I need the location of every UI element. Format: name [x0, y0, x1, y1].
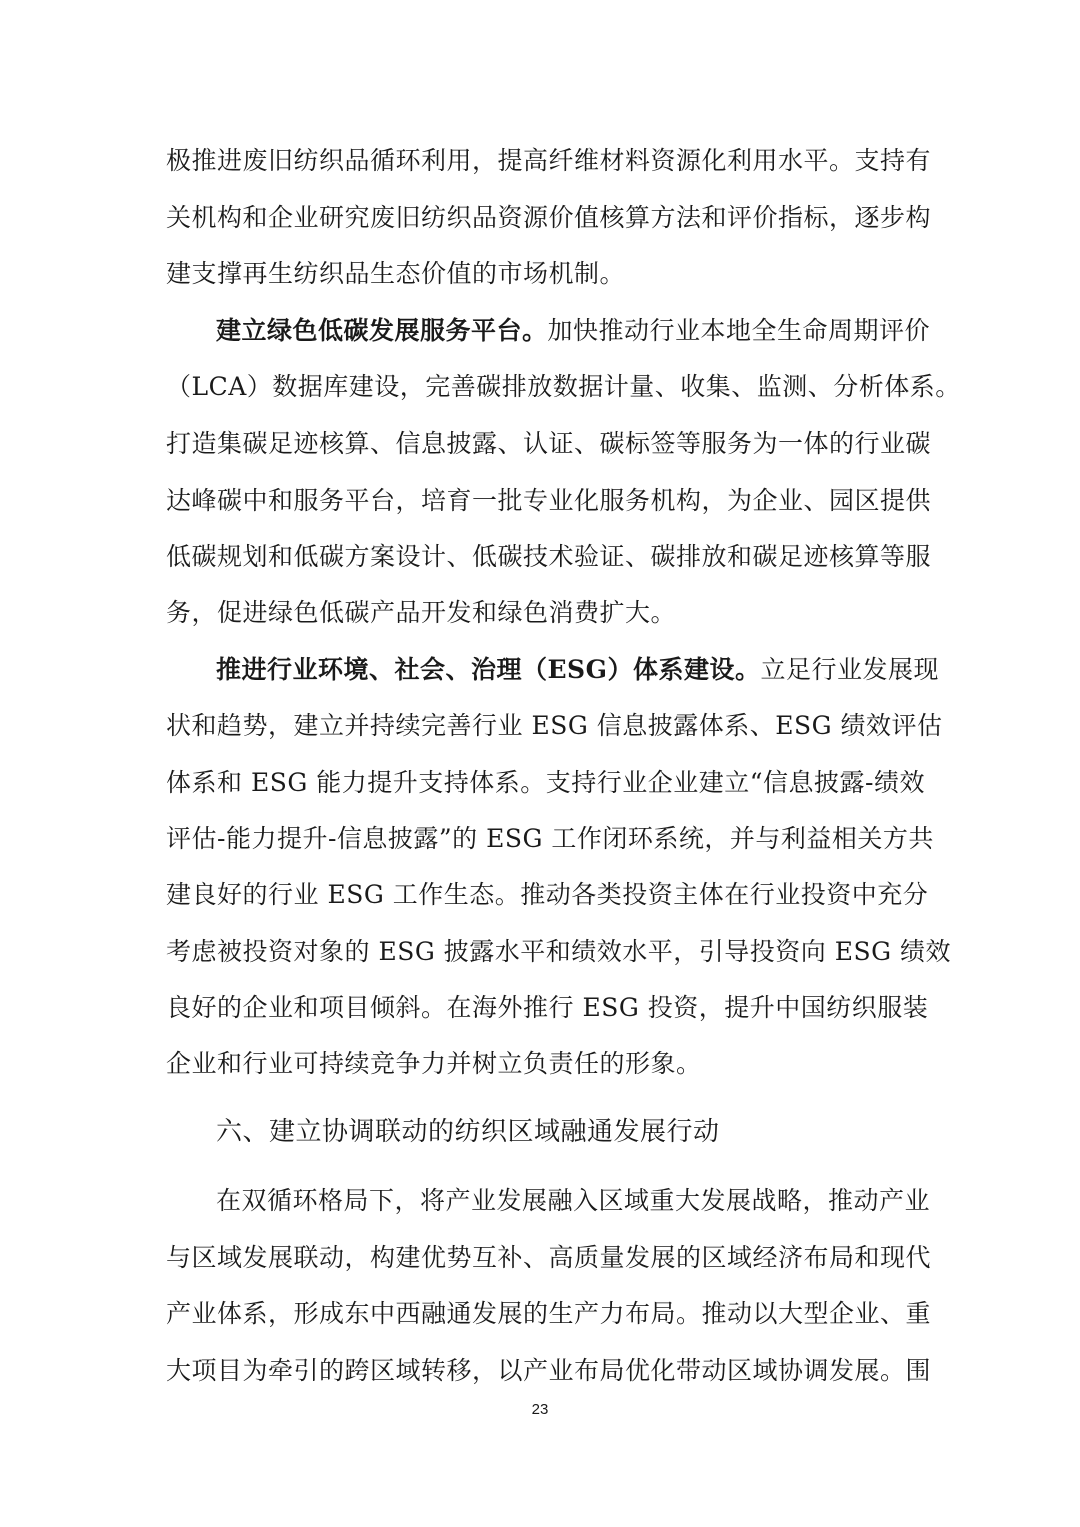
- bold-lead: 推进行业环境、社会、治理（ESG）体系建设。: [216, 655, 761, 684]
- page-number: 23: [531, 1401, 549, 1418]
- text-line: 极推进废旧纺织品循环利用，提高纤维材料资源化利用水平。支持有: [166, 146, 932, 175]
- text-line: 达峰碳中和服务平台，培育一批专业化服务机构，为企业、园区提供: [166, 486, 932, 515]
- bold-lead: 建立绿色低碳发展服务平台。: [216, 316, 548, 345]
- text-line: 体系和 ESG 能力提升支持体系。支持行业企业建立“信息披露-绩效: [166, 768, 925, 797]
- text-line: 务，促进绿色低碳产品开发和绿色消费扩大。: [166, 598, 677, 627]
- text-line: 与区域发展联动，构建优势互补、高质量发展的区域经济布局和现代: [166, 1243, 932, 1272]
- text-line: [216, 310, 931, 352]
- section-heading: 六、建立协调联动的纺织区域融通发展行动: [216, 1117, 720, 1147]
- text-line: （LCA）数据库建设，完善碳排放数据计量、收集、监测、分析体系。: [166, 372, 961, 401]
- text-line: 建良好的行业 ESG 工作生态。推动各类投资主体在行业投资中充分: [166, 880, 929, 909]
- text-line: 评估-能力提升-信息披露”的 ESG 工作闭环系统，并与利益相关方共: [166, 824, 934, 853]
- text-line: [216, 649, 939, 691]
- text-line: 产业体系，形成东中西融通发展的生产力布局。推动以大型企业、重: [166, 1299, 932, 1328]
- text-line: 建支撑再生纺织品生态价值的市场机制。: [166, 259, 626, 288]
- line-text: 加快推动行业本地全生命周期评价: [547, 316, 931, 345]
- text-line: 良好的企业和项目倾斜。在海外推行 ESG 投资，提升中国纺织服装: [166, 993, 929, 1022]
- text-line: 考虑被投资对象的 ESG 披露水平和绩效水平，引导投资向 ESG 绩效: [166, 937, 951, 966]
- text-line: 大项目为牵引的跨区域转移，以产业布局优化带动区域协调发展。围: [166, 1356, 932, 1385]
- text-line: 低碳规划和低碳方案设计、低碳技术验证、碳排放和碳足迹核算等服: [166, 542, 932, 571]
- text-line: 企业和行业可持续竞争力并树立负责任的形象。: [166, 1049, 702, 1078]
- text-line: 关机构和企业研究废旧纺织品资源价值核算方法和评价指标，逐步构: [166, 203, 932, 232]
- line-text: 立足行业发展现: [760, 655, 939, 684]
- text-line: 状和趋势，建立并持续完善行业 ESG 信息披露体系、ESG 绩效评估: [166, 711, 943, 740]
- text-line: 打造集碳足迹核算、信息披露、认证、碳标签等服务为一体的行业碳: [166, 429, 932, 458]
- text-line: 在双循环格局下，将产业发展融入区域重大发展战略，推动产业: [216, 1186, 931, 1215]
